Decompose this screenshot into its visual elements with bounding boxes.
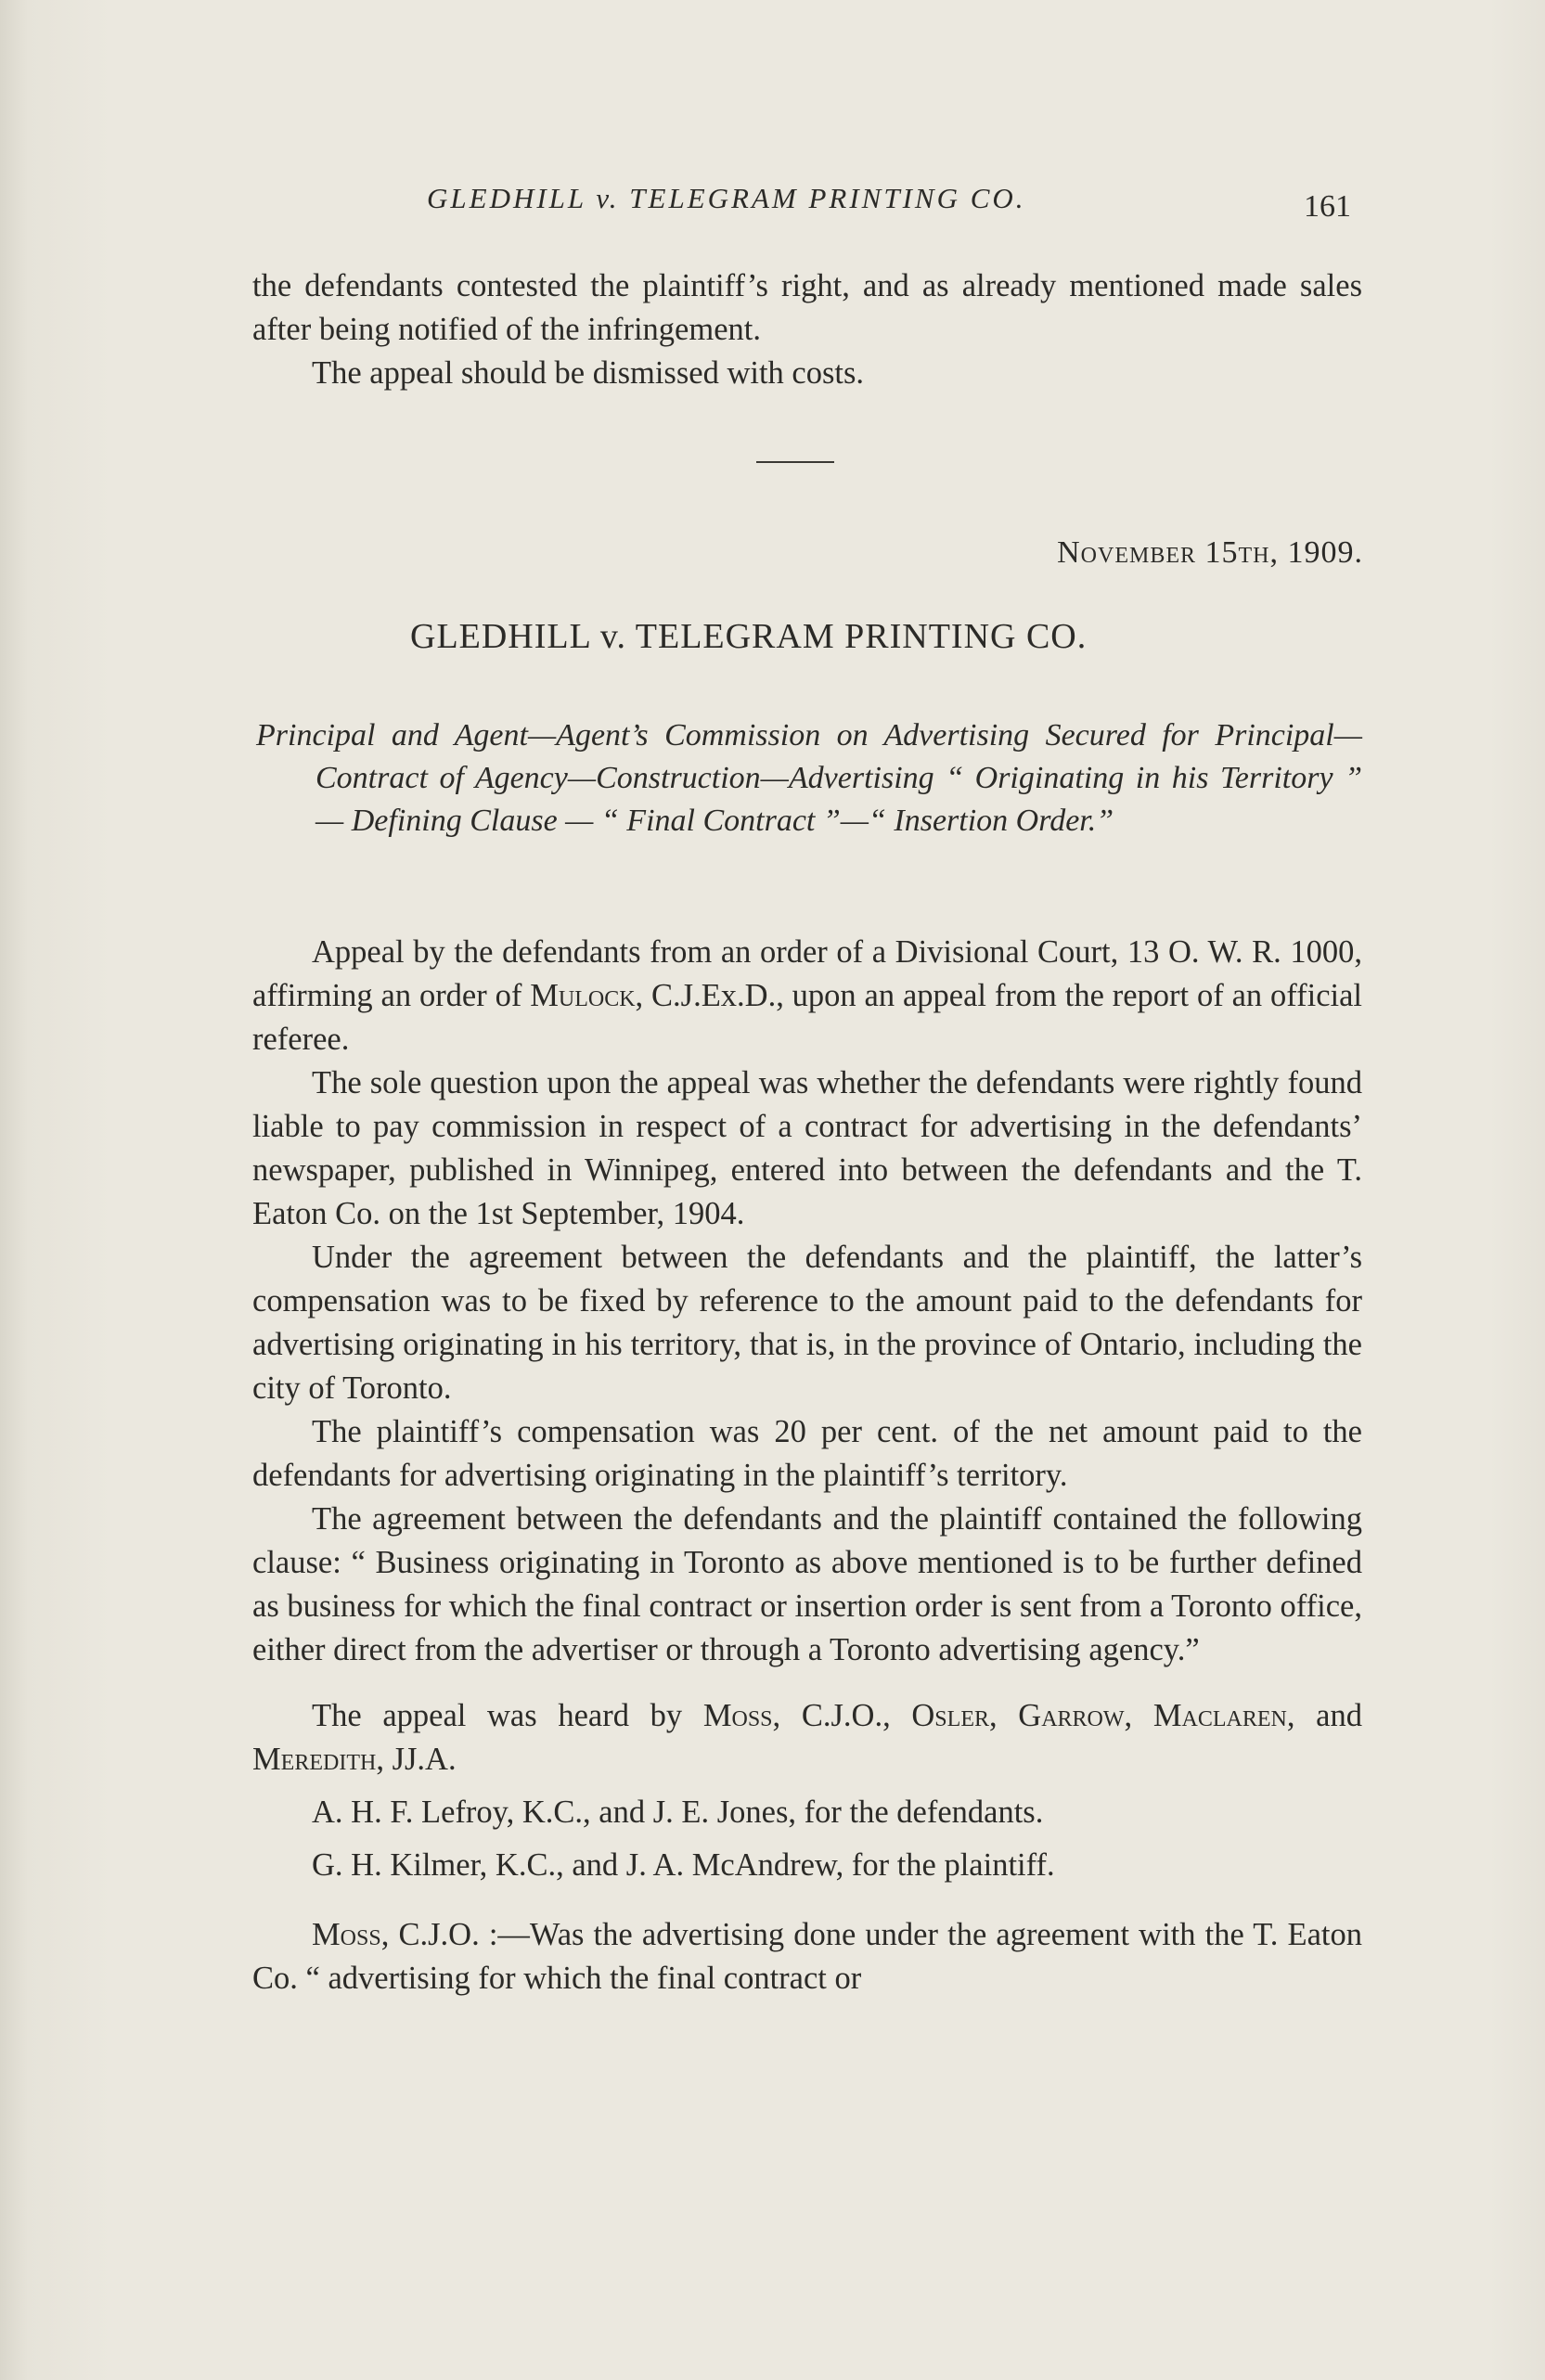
heard-paragraph — [252, 1694, 1362, 1782]
clause-paragraph: The agreement between the defendants and the plaintiff contained the following clause: “ Business originating in Toronto as above mentioned is to be further defined as business for which the final contract or insertion order is sent from a Toronto office, either direct from the advertiser or through a Toronto advertising agency.” — [252, 1501, 1362, 1667]
page-edge-shadow — [1489, 0, 1545, 2380]
question-paragraph: The sole question upon the appeal was whether the defendants were rightly found liable to pay commission in respect of a contract for advertising in the defendants’ newspaper, published in Winnipeg, entered into between the defendants and the T. Eaton Co. on the 1st September, 1904. — [252, 1065, 1362, 1231]
agreement-paragraph: Under the agreement between the defendants and the plaintiff, the latter’s compensation was to be fixed by reference to the amount paid to the defendants for advertising originating in his territory, that is, in the province of Ontario, including the city of Toronto. — [252, 1240, 1362, 1406]
heard-text-e: , and — [1286, 1698, 1362, 1733]
judge-mulock: Mulock — [530, 978, 636, 1013]
case-title: GLEDHILL v. TELEGRAM PRINTING CO. — [410, 617, 1088, 656]
counsel-plaintiff: G. H. Kilmer, K.C., and J. A. McAndrew, for the plaintiff. — [312, 1847, 1055, 1883]
case-body — [252, 931, 1362, 2000]
heard-text-d: , — [1124, 1698, 1153, 1733]
appeal-text-a: Appeal by the defendants from an order of a Divisional Court, 13 O. W. R. 1000, affirming an order of — [252, 934, 1362, 1013]
judgment-text: , C.J.O. :—Was the advertising done under the agreement with the T. Eaton Co. “ advertising for which the final contract or — [252, 1917, 1362, 1996]
heard-text-a: The appeal was heard by — [312, 1698, 703, 1733]
running-head: GLEDHILL v. TELEGRAM PRINTING CO. — [427, 182, 1026, 214]
spacer — [252, 1887, 1362, 1913]
compensation-paragraph: The plaintiff’s compensation was 20 per cent. of the net amount paid to the defendants for advertising originating in the plaintiff’s territory. — [252, 1414, 1362, 1493]
heard-text-c: , — [988, 1698, 1019, 1733]
counsel-defendants: A. H. F. Lefroy, K.C., and J. E. Jones, for the defendants. — [312, 1795, 1044, 1830]
page-number: 161 — [1304, 189, 1351, 224]
decision-date: November 15th, 1909. — [1057, 535, 1363, 570]
judge-moss: Moss — [702, 1698, 773, 1733]
dismissal-paragraph: The appeal should be dismissed with costs. — [312, 355, 865, 391]
spacer — [252, 1672, 1362, 1694]
headnote-text: Principal and Agent—Agent’s Commission on Advertising Secured for Principal—Contract of Agency—Construction—Advertising “ Originating in his Territory ” — Defining Clause — “ Final Contract ”—“ Insertion Order.” — [256, 718, 1362, 838]
spacer — [252, 1782, 1362, 1791]
judge-osler: Osler — [911, 1698, 989, 1733]
judge-garrow: Garrow — [1018, 1698, 1125, 1733]
spacer — [252, 1834, 1362, 1844]
judge-maclaren: Maclaren — [1152, 1698, 1287, 1733]
appeal-text-b: , C.J.Ex.D., upon an appeal from the report of an official referee. — [252, 978, 1362, 1057]
continuation-text — [252, 264, 1362, 395]
heard-text-b: , C.J.O., — [772, 1698, 912, 1733]
judge-meredith: Meredith — [252, 1742, 377, 1777]
section-divider — [756, 461, 834, 463]
headnote — [256, 714, 1362, 843]
heard-text-f: , JJ.A. — [376, 1742, 457, 1777]
continuation-paragraph: the defendants contested the plaintiff’s right, and as already mentioned made sales after being notified of the infringement. — [252, 268, 1362, 347]
appeal-paragraph — [252, 931, 1362, 1061]
judge-moss-judgment: Moss — [312, 1917, 381, 1952]
judgment-paragraph — [252, 1913, 1362, 2000]
